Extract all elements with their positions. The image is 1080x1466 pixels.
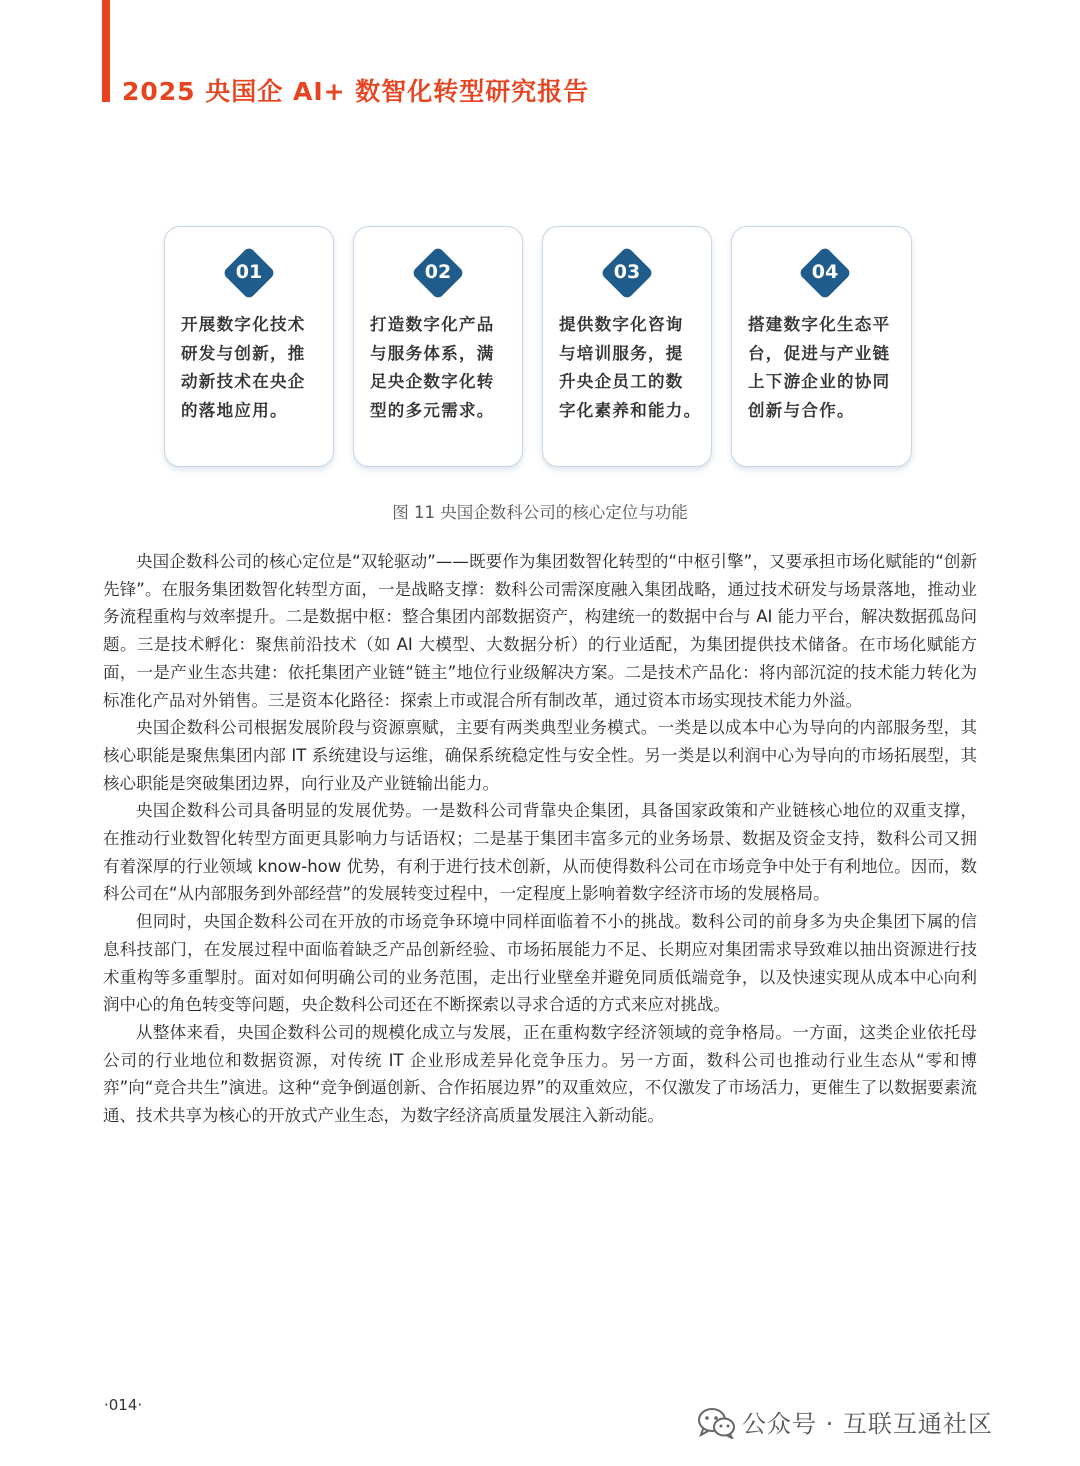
paragraph: 央国企数科公司的核心定位是“双轮驱动”——既要作为集团数智化转型的“中枢引擎”，又要承担市场化赋能的“创新先锋”。在服务集团数智化转型方面，一是战略支撑：数科公司需深度融入集团战略，通过技术研发与场景落地，推动业务流程重构与效率提升。二是数据中枢：整合集团内部数据资产，构建统一的数据中台与 AI 能力平台，解决数据孤岛问题。三是技术孵化：聚焦前沿技术（如 AI 大模型、大数据分析）的行业适配，为集团提供技术储备。在市场化赋能方面，一是产业生态共建：依托集团产业链“链主”地位行业级解决方案。二是技术产品化：将内部沉淀的技术能力转化为标准化产品对外销售。三是资本化路径：探索上市或混合所有制改革，通过资本市场实现技术能力外溢。 bbox=[103, 552, 977, 710]
card-number: 01 bbox=[235, 261, 263, 283]
card-description: 开展数字化技术 研发与创新，推 动新技术在央企 的落地应用。 bbox=[181, 315, 306, 420]
footer-account-name: 公众号 · 互联互通社区 bbox=[742, 1410, 993, 1438]
card-number: 03 bbox=[613, 261, 641, 283]
function-card-03 bbox=[542, 226, 712, 467]
paragraph: 央国企数科公司具备明显的发展优势。一是数科公司背靠央企集团，具备国家政策和产业链核心地位的双重支撑，在推动行业数智化转型方面更具影响力与话语权；二是基于集团丰富多元的业务场景、数据及资金支持，数科公司又拥有着深厚的行业领域 know-how 优势，有利于进行技术创新，从而使得数科公司在市场竞争中处于有利地位。因而，数科公司在“从内部服务到外部经营”的发展转变过程中，一定程度上影响着数字经济市场的发展格局。 bbox=[103, 801, 977, 904]
paragraph: 但同时，央国企数科公司在开放的市场竞争环境中同样面临着不小的挑战。数科公司的前身多为央企集团下属的信息科技部门，在发展过程中面临着缺乏产品创新经验、市场拓展能力不足、长期应对集团需求导致难以抽出资源进行技术重构等多重掣肘。面对如何明确公司的业务范围，走出行业壁垒并避免同质低端竞争，以及快速实现从成本中心向利润中心的角色转变等问题，央企数科公司还在不断探索以寻求合适的方式来应对挑战。 bbox=[103, 912, 977, 1015]
page-number: ·014· bbox=[104, 1396, 143, 1414]
paragraph: 央国企数科公司根据发展阶段与资源禀赋，主要有两类典型业务模式。一类是以成本中心为导向的内部服务型，其核心职能是聚焦集团内部 IT 系统建设与运维，确保系统稳定性与安全性。另一类是以利润中心为导向的市场拓展型，其核心职能是突破集团边界，向行业及产业链输出能力。 bbox=[103, 718, 977, 793]
wechat-icon bbox=[697, 1407, 737, 1439]
card-number: 04 bbox=[811, 261, 839, 283]
figure-caption: 图 11 央国企数科公司的核心定位与功能 bbox=[392, 503, 688, 522]
function-card-01 bbox=[164, 226, 334, 467]
paragraph: 从整体来看，央国企数科公司的规模化成立与发展，正在重构数字经济领域的竞争格局。一方面，这类企业依托母公司的行业地位和数据资源，对传统 IT 企业形成差异化竞争压力。另一方面，数科公司也推动行业生态从“零和博弈”向“竞合共生”演进。这种“竞争倒逼创新、合作拓展边界”的双重效应，不仅激发了市场活力，更催生了以数据要素流通、技术共享为核心的开放式产业生态，为数字经济高质量发展注入新动能。 bbox=[103, 1022, 977, 1126]
header-accent-bar bbox=[102, 0, 110, 102]
body-text bbox=[103, 548, 977, 1130]
card-description: 打造数字化产品 与服务体系，满 足央企数字化转 型的多元需求。 bbox=[370, 315, 495, 420]
card-description: 提供数字化咨询 与培训服务，提 升央企员工的数 字化素养和能力。 bbox=[559, 315, 702, 420]
function-card-04 bbox=[731, 226, 912, 467]
report-title: 2025 央国企 AI+ 数智化转型研究报告 bbox=[122, 77, 590, 106]
card-number: 02 bbox=[424, 261, 452, 283]
function-card-02 bbox=[353, 226, 523, 467]
card-description: 搭建数字化生态平 台，促进与产业链 上下游企业的协同 创新与合作。 bbox=[748, 315, 891, 420]
